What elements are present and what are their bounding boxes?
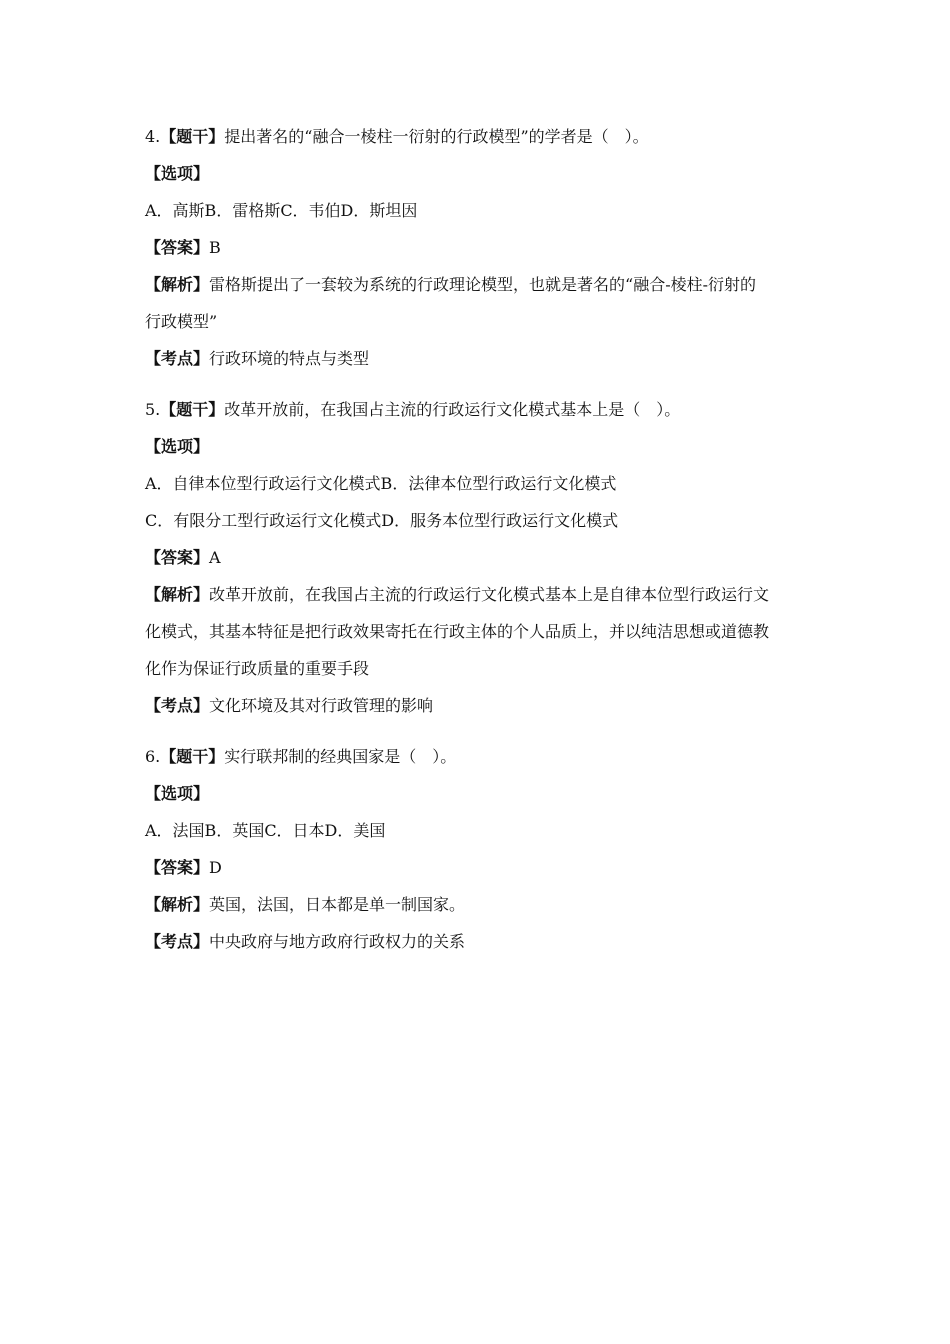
answer-tag: 【答案】 [145,238,210,257]
question-number: 5. [145,400,161,419]
question-5 [145,391,815,724]
analysis-tag: 【解析】 [145,585,210,604]
answer-tag: 【答案】 [145,858,210,877]
analysis-tag: 【解析】 [145,895,210,914]
point-tag: 【考点】 [145,932,210,951]
point-text: 中央政府与地方政府行政权力的关系 [209,932,466,951]
stem-text: 改革开放前，在我国占主流的行政运行文化模式基本上是（ ）。 [224,400,681,419]
analysis-line: 行政模型” [145,312,218,331]
stem-text: 实行联邦制的经典国家是（ ）。 [224,747,457,766]
analysis-line: 化作为保证行政质量的重要手段 [145,659,370,678]
question-stem [145,391,815,428]
options-tag: 【选项】 [145,164,210,183]
stem-tag: 【题干】 [160,127,225,146]
options-line: C．有限分工型行政运行文化模式D．服务本位型行政运行文化模式 [145,511,619,530]
answer-tag: 【答案】 [145,548,210,567]
question-4 [145,118,815,377]
analysis-text: 英国，法国，日本都是单一制国家。 [209,895,466,914]
analysis-line [145,266,815,303]
document-content [145,118,815,974]
point-line [145,923,815,960]
stem-text: 提出著名的“融合一棱柱一衍射的行政模型”的学者是（ ）。 [224,127,649,146]
options-line: A．高斯B．雷格斯C．韦伯D．斯坦因 [145,201,418,220]
question-number: 6. [145,747,161,766]
question-stem [145,118,815,155]
analysis-text: 改革开放前，在我国占主流的行政运行文化模式基本上是自律本位型行政运行文 [209,585,770,604]
analysis-tag: 【解析】 [145,275,210,294]
answer-line [145,539,815,576]
options-tag: 【选项】 [145,784,210,803]
point-text: 行政环境的特点与类型 [209,349,370,368]
answer-line [145,849,815,886]
options-line: A．法国B．英国C．日本D．美国 [145,821,386,840]
stem-tag: 【题干】 [160,400,225,419]
analysis-line [145,886,815,923]
analysis-text: 雷格斯提出了一套较为系统的行政理论模型，也就是著名的“融合-棱柱-衍射的 [209,275,757,294]
answer-value: D [209,858,222,877]
options-line: A．自律本位型行政运行文化模式B．法律本位型行政运行文化模式 [145,474,617,493]
options-tag: 【选项】 [145,437,210,456]
point-line [145,340,815,377]
answer-value: B [209,238,221,257]
point-line [145,687,815,724]
point-text: 文化环境及其对行政管理的影响 [209,696,434,715]
point-tag: 【考点】 [145,349,210,368]
answer-value: A [209,548,221,567]
question-6 [145,738,815,960]
analysis-line [145,576,815,613]
question-number: 4. [145,127,161,146]
point-tag: 【考点】 [145,696,210,715]
stem-tag: 【题干】 [160,747,225,766]
analysis-line: 化模式，其基本特征是把行政效果寄托在行政主体的个人品质上，并以纯洁思想或道德教 [145,622,770,641]
answer-line [145,229,815,266]
question-stem [145,738,815,775]
